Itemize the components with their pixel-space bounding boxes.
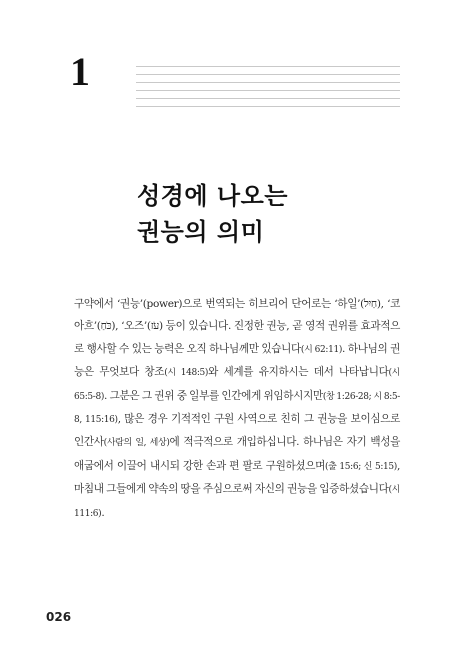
body-text-segment: 구약에서 ‘권능’(power)으로 번역되는 히브리어 단어로는 ‘하일’(חַיִל), ‘코아흐’(כֹּחַ), ‘오즈’(עֹז) 등이 있습니다. 진정한 권능, 곧 영적 권위를 효과적으로 행사할 수 있는 능력은 오직 하나님께만 있습니다 — [74, 298, 401, 355]
scripture-reference: (창 1:26-28; 시 8:5-8, 115:16) — [74, 391, 400, 426]
scripture-reference: (시 148:5) — [164, 368, 209, 379]
body-text-segment: , 많은 경우 기적적인 구원 사역으로 친히 그 권능을 보이심으로 인간사 — [74, 413, 400, 449]
parenthetical-note: (사람의 일, 세상) — [103, 438, 170, 449]
decorative-rule — [136, 90, 400, 91]
page-number: 026 — [46, 610, 72, 624]
body-text-segment: . 하나님의 권능은 무엇보다 창조 — [74, 342, 400, 379]
scripture-reference: (출 15:6; 신 5:15) — [325, 461, 397, 472]
body-text-segment: 에 적극적으로 개입하십니다. 하나님은 자기 백성을 애굽에서 이끌어 내시되 강한 손과 편 팔로 구원하셨으며 — [74, 436, 400, 472]
scripture-reference: (시 62:11) — [300, 344, 343, 355]
chapter-title-line-2: 권능의 의미 — [137, 218, 265, 246]
body-paragraph — [74, 293, 400, 525]
decorative-rule — [136, 74, 400, 75]
decorative-rule — [136, 82, 400, 83]
chapter-number: 1 — [70, 49, 90, 94]
scripture-reference: (시 111:6) — [74, 485, 400, 519]
body-text-segment: 와 세계를 유지하시는 데서 나타납니다 — [208, 366, 389, 379]
decorative-rule — [136, 98, 400, 99]
scripture-reference: (시 65:5-8) — [74, 368, 400, 402]
chapter-title-line-1: 성경에 나오는 — [137, 182, 288, 210]
decorative-rule — [136, 66, 400, 67]
decorative-rule-block — [136, 66, 400, 114]
decorative-rule — [136, 106, 400, 107]
body-text-segment: . 그분은 그 권위 중 일부를 인간에게 위임하시지만 — [104, 389, 323, 402]
body-text-segment: , 마침내 그들에게 약속의 땅을 주심으로써 자신의 권능을 입증하셨습니다 — [74, 459, 400, 496]
body-text-segment: . — [101, 506, 105, 519]
chapter-title — [137, 178, 288, 250]
